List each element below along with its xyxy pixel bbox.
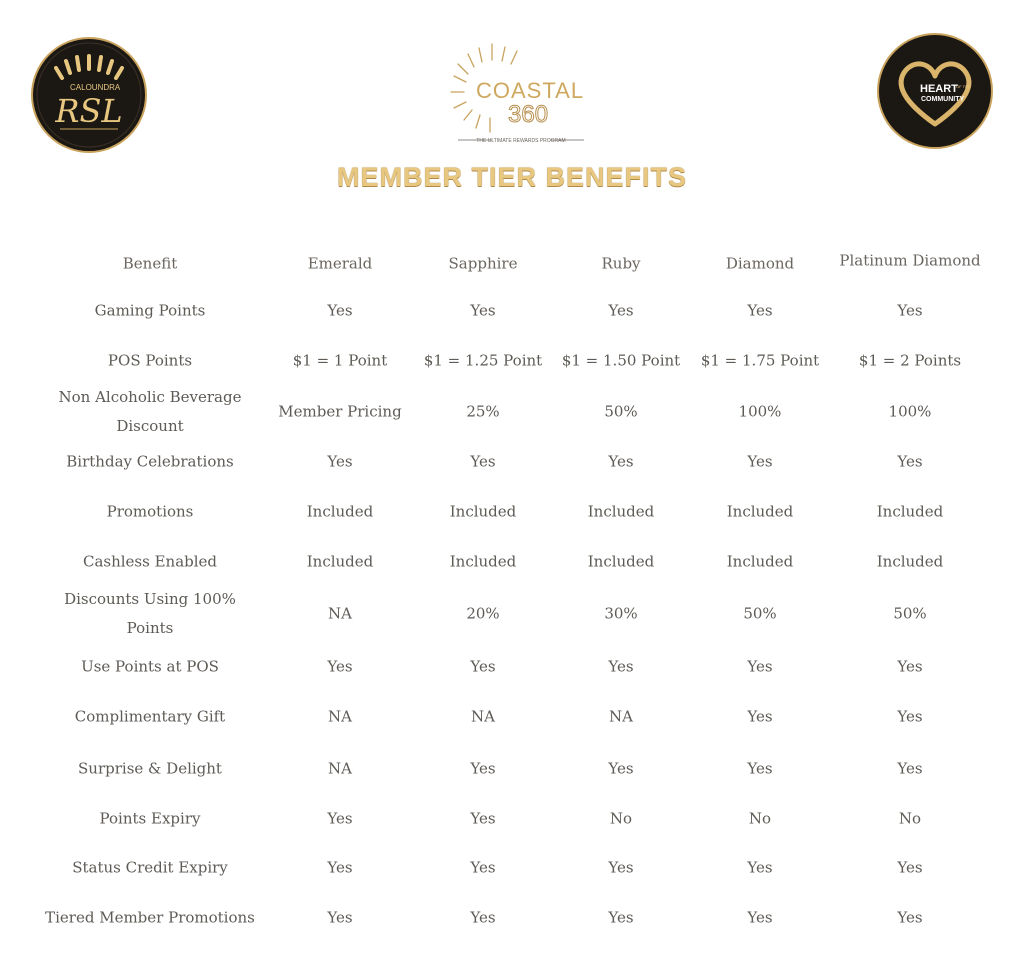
page-title: MEMBER TIER BENEFITS bbox=[336, 162, 687, 192]
table-cell: Yes bbox=[470, 858, 496, 877]
table-cell: 50% bbox=[743, 604, 777, 623]
table-cell: Member Pricing bbox=[278, 402, 402, 421]
table-cell: 100% bbox=[738, 402, 782, 421]
svg-text:THE ULTIMATE REWARDS PROGRAM: THE ULTIMATE REWARDS PROGRAM bbox=[476, 138, 566, 144]
table-cell: Yes bbox=[747, 452, 773, 471]
table-cell: Included bbox=[876, 502, 944, 521]
table-cell: Yes bbox=[327, 858, 353, 877]
table-cell: Yes bbox=[897, 301, 923, 320]
table-cell: Yes bbox=[747, 707, 773, 726]
table-cell: Yes bbox=[747, 301, 773, 320]
benefit-label: Discounts Using 100% Points bbox=[64, 590, 236, 637]
table-cell: Yes bbox=[327, 301, 353, 320]
table-cell: Yes bbox=[608, 301, 634, 320]
benefit-label: Gaming Points bbox=[94, 301, 206, 320]
svg-text:RSL: RSL bbox=[55, 92, 123, 130]
table-cell: Yes bbox=[470, 452, 496, 471]
table-cell: Yes bbox=[897, 707, 923, 726]
table-cell: No bbox=[748, 809, 772, 828]
svg-text:360: 360 bbox=[508, 101, 549, 128]
table-cell: Included bbox=[449, 502, 517, 521]
benefit-label: Cashless Enabled bbox=[82, 552, 218, 571]
svg-text:HEART: HEART bbox=[920, 83, 958, 95]
table-cell: NA bbox=[328, 759, 352, 778]
table-cell: No bbox=[898, 809, 922, 828]
column-header: Ruby bbox=[601, 254, 641, 273]
table-cell: Yes bbox=[747, 759, 773, 778]
table-cell: Yes bbox=[470, 301, 496, 320]
benefit-label: Tiered Member Promotions bbox=[45, 908, 255, 927]
table-cell: 30% bbox=[604, 604, 638, 623]
table-cell: Included bbox=[306, 502, 374, 521]
table-cell: $1 = 1.25 Point bbox=[423, 351, 543, 370]
table-cell: No bbox=[609, 809, 633, 828]
table-cell: Yes bbox=[470, 657, 496, 676]
svg-text:CALOUNDRA: CALOUNDRA bbox=[70, 83, 121, 92]
column-header: Emerald bbox=[307, 254, 373, 273]
column-header: Sapphire bbox=[448, 254, 518, 273]
table-cell: Yes bbox=[608, 858, 634, 877]
table-cell: Included bbox=[876, 552, 944, 571]
table-cell: NA bbox=[328, 707, 352, 726]
table-cell: 50% bbox=[893, 604, 927, 623]
benefit-label: Surprise & Delight bbox=[78, 759, 222, 778]
table-cell: Included bbox=[726, 552, 794, 571]
table-cell: $1 = 1 Point bbox=[292, 351, 388, 370]
table-cell: Included bbox=[449, 552, 517, 571]
benefit-label: Use Points at POS bbox=[81, 657, 219, 676]
table-cell: Yes bbox=[897, 657, 923, 676]
table-cell: NA bbox=[609, 707, 633, 726]
table-cell: Yes bbox=[747, 908, 773, 927]
table-cell: Yes bbox=[470, 908, 496, 927]
benefit-label: Birthday Celebrations bbox=[66, 452, 234, 471]
table-cell: Yes bbox=[897, 908, 923, 927]
benefit-label: Points Expiry bbox=[99, 809, 201, 828]
table-cell: Yes bbox=[327, 809, 353, 828]
table-cell: Yes bbox=[327, 908, 353, 927]
table-cell: $1 = 1.50 Point bbox=[561, 351, 681, 370]
table-cell: Included bbox=[306, 552, 374, 571]
table-cell: $1 = 2 Points bbox=[858, 351, 962, 370]
column-header: Diamond bbox=[725, 254, 795, 273]
table-cell: Yes bbox=[897, 452, 923, 471]
table-cell: Yes bbox=[327, 657, 353, 676]
column-header: Platinum Diamond bbox=[839, 251, 981, 270]
table-cell: $1 = 1.75 Point bbox=[700, 351, 820, 370]
svg-text:OF THE: OF THE bbox=[956, 84, 971, 89]
svg-text:COMMUNITY: COMMUNITY bbox=[921, 96, 965, 103]
table-cell: Yes bbox=[470, 809, 496, 828]
table-cell: Yes bbox=[747, 657, 773, 676]
table-cell: Yes bbox=[608, 657, 634, 676]
benefit-label: POS Points bbox=[107, 351, 193, 370]
table-cell: Included bbox=[726, 502, 794, 521]
table-cell: Yes bbox=[327, 452, 353, 471]
table-cell: Yes bbox=[897, 858, 923, 877]
benefit-label: Promotions bbox=[106, 502, 194, 521]
benefit-label: Non Alcoholic Beverage Discount bbox=[58, 388, 242, 435]
svg-text:COASTAL: COASTAL bbox=[476, 78, 585, 103]
table-cell: 100% bbox=[888, 402, 932, 421]
table-cell: Yes bbox=[608, 452, 634, 471]
table-cell: 50% bbox=[604, 402, 638, 421]
table-cell: Yes bbox=[470, 759, 496, 778]
benefit-label: Complimentary Gift bbox=[74, 707, 226, 726]
table-cell: 25% bbox=[466, 402, 500, 421]
table-cell: Included bbox=[587, 552, 655, 571]
table-cell: Yes bbox=[747, 858, 773, 877]
table-cell: Yes bbox=[897, 759, 923, 778]
table-cell: NA bbox=[471, 707, 495, 726]
table-cell: 20% bbox=[466, 604, 500, 623]
table-cell: NA bbox=[328, 604, 352, 623]
table-cell: Yes bbox=[608, 759, 634, 778]
table-cell: Included bbox=[587, 502, 655, 521]
table-cell: Yes bbox=[608, 908, 634, 927]
column-header: Benefit bbox=[122, 254, 178, 273]
benefit-label: Status Credit Expiry bbox=[72, 858, 228, 877]
